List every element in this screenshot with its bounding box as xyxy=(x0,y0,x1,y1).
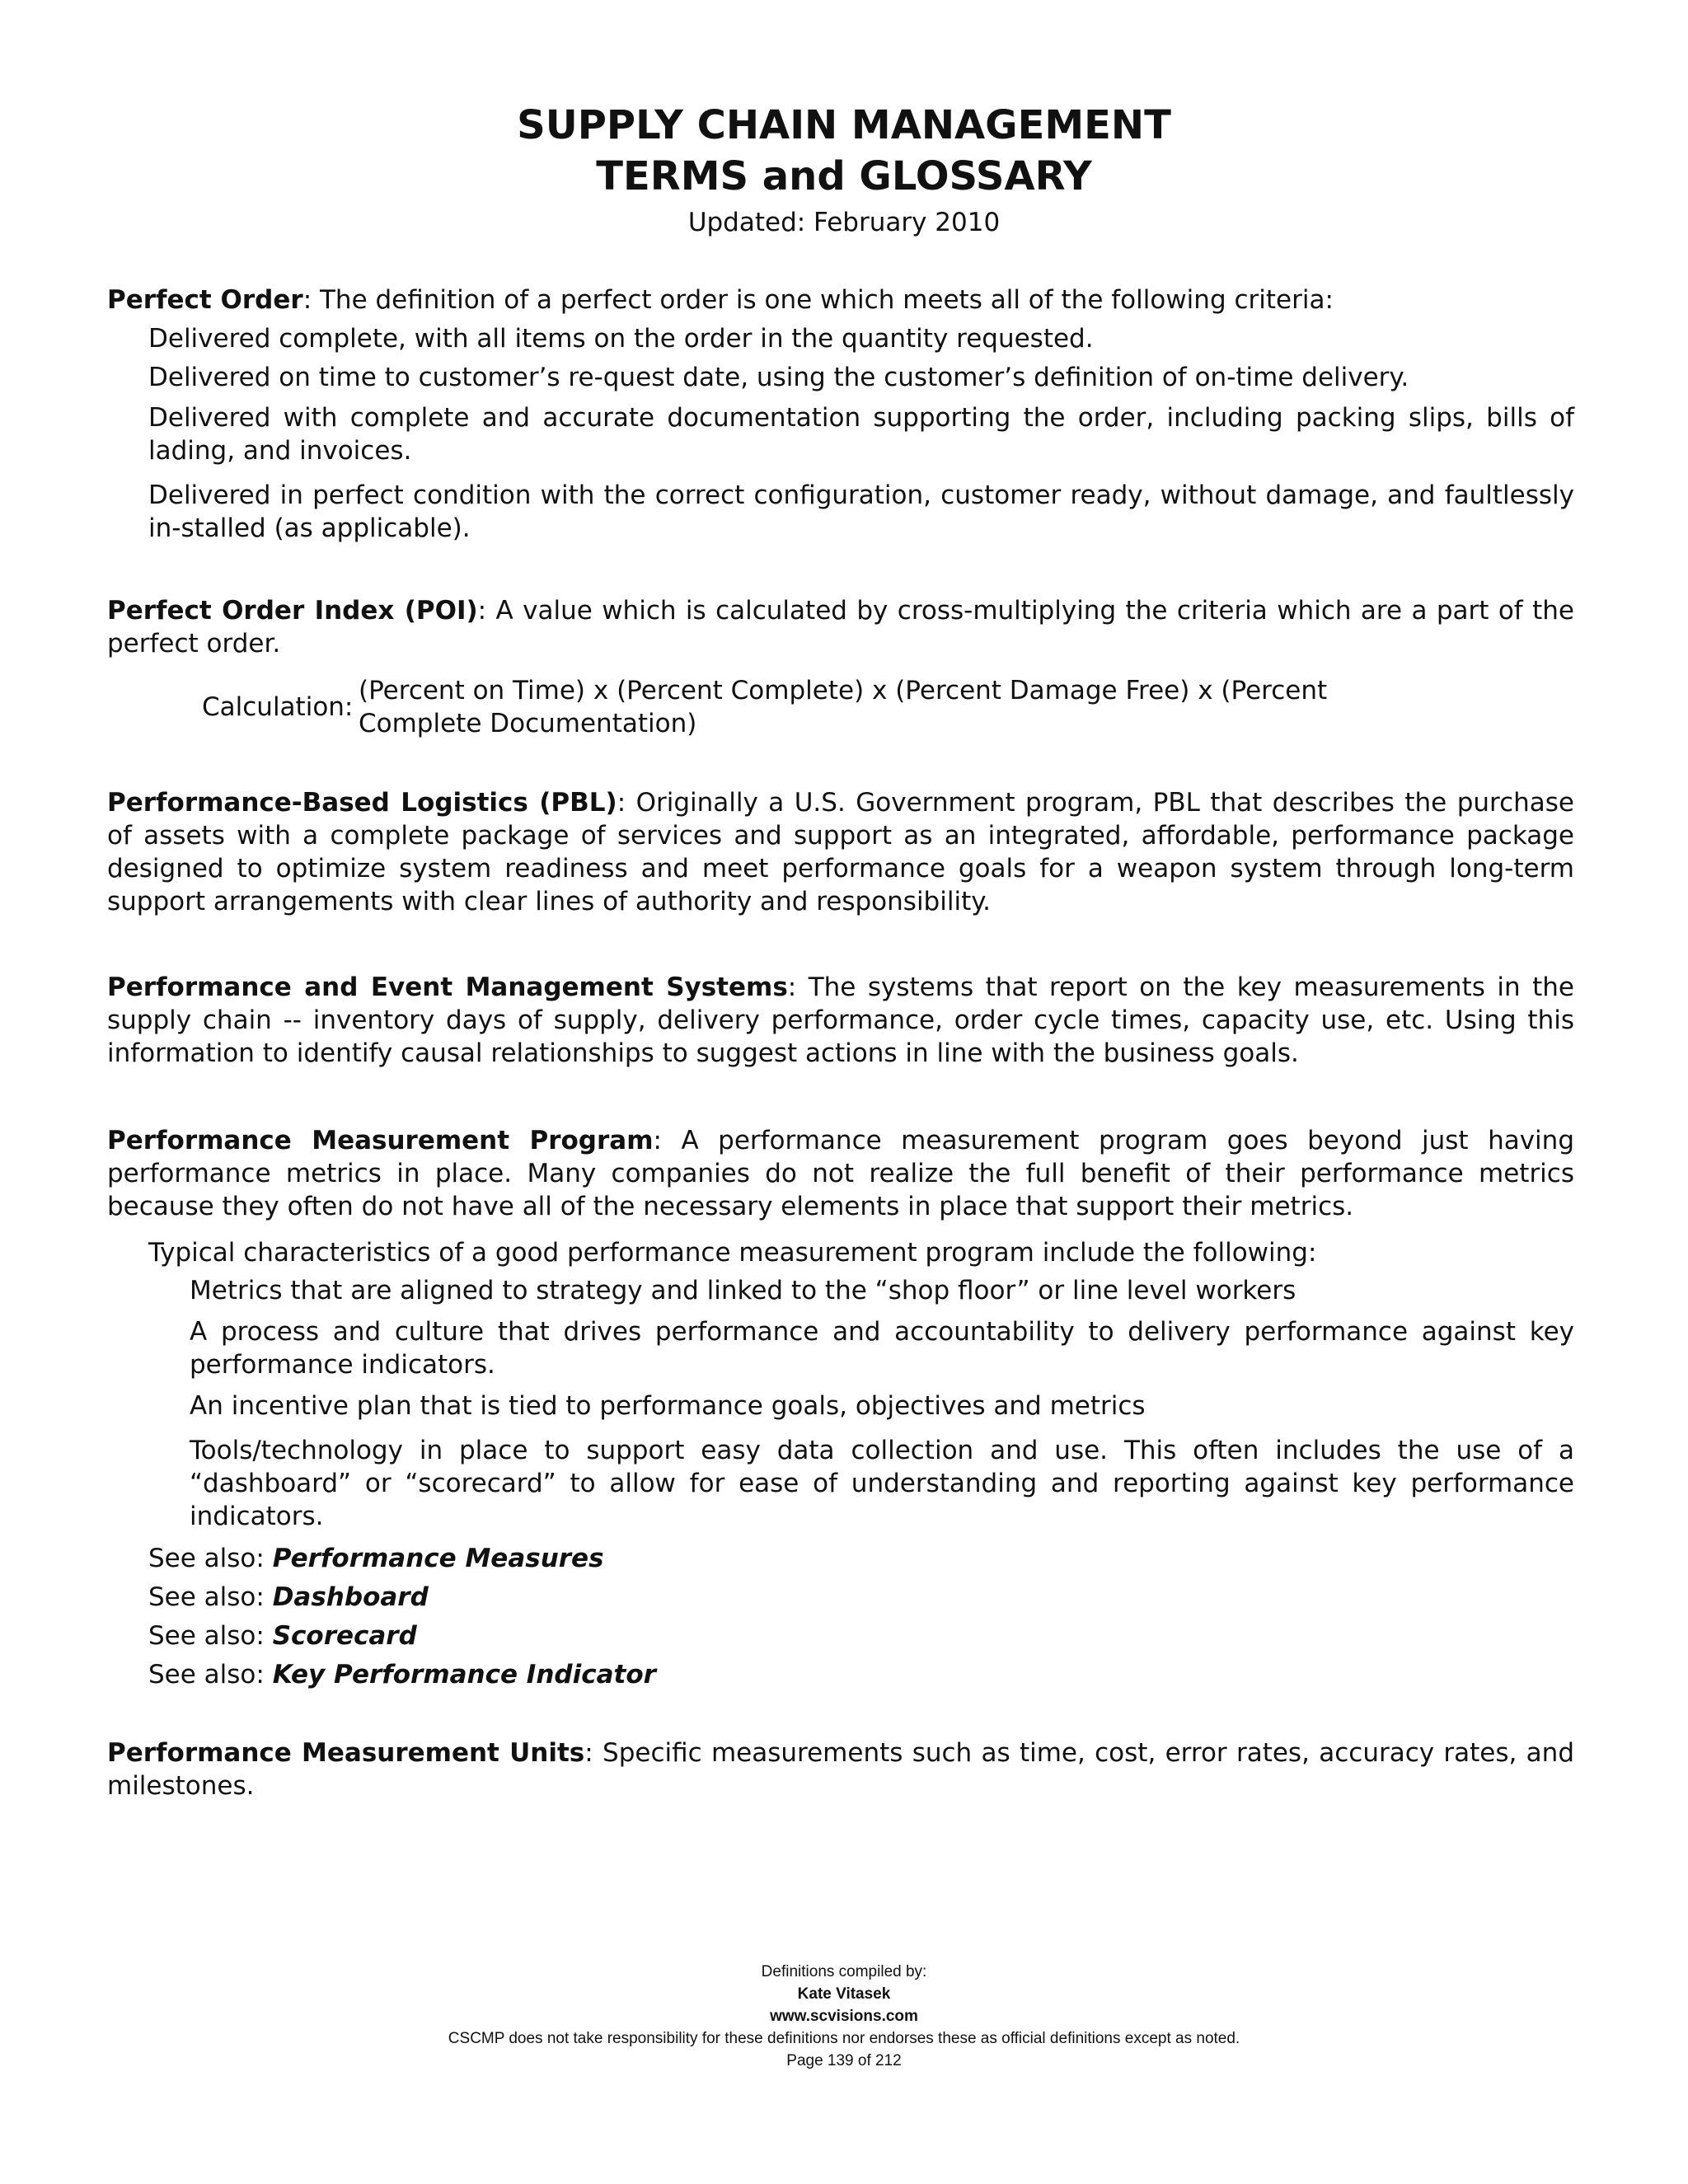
characteristic-item: An incentive plan that is tied to performance goals, objectives and metrics xyxy=(190,1391,1146,1421)
see-also-line xyxy=(148,1581,1574,1614)
criteria-item: Delivered in perfect condition with the correct configuration, customer ready, without damage, and faultlessly in-stalled (as applicable). xyxy=(148,480,1574,543)
updated-date: Updated: February 2010 xyxy=(687,208,1001,237)
entry-poi xyxy=(107,594,1574,660)
footer-website[interactable]: www.scvisions.com xyxy=(770,2008,918,2025)
footer-disclaimer: CSCMP does not take responsibility for these definitions nor endorses these as official definitions except as noted. xyxy=(448,2030,1240,2047)
document-title-line2: TERMS and GLOSSARY xyxy=(596,153,1092,199)
definition-pmu: : Specific measurements such as time, cost, error rates, accuracy rates, and milestones. xyxy=(107,1738,1574,1801)
footer-page-number: Page 139 of 212 xyxy=(786,2052,902,2069)
characteristic-item: Metrics that are aligned to strategy and linked to the “shop floor” or line level workers xyxy=(190,1276,1296,1305)
entry-pmp xyxy=(107,1124,1574,1223)
characteristic-item: A process and culture that drives performance and accountability to delivery performance against key performance indicators. xyxy=(190,1317,1574,1380)
see-also-prefix: See also: xyxy=(148,1582,273,1612)
see-also-prefix: See also: xyxy=(148,1544,273,1573)
footer-author: Kate Vitasek xyxy=(797,1985,891,2003)
calculation-formula: (Percent on Time) x (Percent Complete) x (Percent Damage Free) x (Percent Complete Documentation) xyxy=(359,676,1328,738)
see-also-link-key-performance-indicator[interactable]: Key Performance Indicator xyxy=(272,1660,656,1690)
see-also-link-scorecard[interactable]: Scorecard xyxy=(272,1621,417,1651)
see-also-prefix: See also: xyxy=(148,1660,273,1690)
see-also-link-dashboard[interactable]: Dashboard xyxy=(272,1582,429,1612)
see-also-line xyxy=(148,1658,1574,1691)
definition-pmp: : A performance measurement program goes beyond just having performance metrics in place. Many companies do not realize the full benefit of their performance metrics because they often do not have all of the necessary elements in place that support their metrics. xyxy=(107,1126,1574,1221)
entry-pmu xyxy=(107,1736,1574,1802)
footer-compiled-by: Definitions compiled by: xyxy=(761,1963,927,1980)
entry-pbl xyxy=(107,786,1574,918)
see-also-prefix: See also: xyxy=(148,1621,273,1651)
term-pbl: Performance-Based Logistics (PBL) xyxy=(107,788,617,818)
criteria-item: Delivered on time to customer’s re-quest date, using the customer’s definition of on-time delivery. xyxy=(148,363,1409,392)
document-title-line1: SUPPLY CHAIN MANAGEMENT xyxy=(517,102,1171,148)
criteria-item: Delivered complete, with all items on the order in the quantity requested. xyxy=(148,324,1094,354)
entry-perfect-order xyxy=(107,284,1574,316)
criteria-item: Delivered with complete and accurate documentation supporting the order, including packing slips, bills of lading, and invoices. xyxy=(148,403,1574,466)
see-also-link-performance-measures[interactable]: Performance Measures xyxy=(272,1544,604,1573)
term-pems: Performance and Event Management Systems xyxy=(107,972,788,1002)
characteristic-item: Tools/technology in place to support easy data collection and use. This often includes the use of a “dashboard” or “scorecard” to allow for ease of understanding and reporting against key performance indicators. xyxy=(190,1436,1574,1531)
poi-calculation xyxy=(202,674,1574,740)
term-pmu: Performance Measurement Units xyxy=(107,1738,585,1768)
definition-perfect-order: : The definition of a perfect order is one which meets all of the following criteria: xyxy=(302,285,1334,315)
term-poi: Perfect Order Index (POI) xyxy=(107,596,478,626)
calculation-label: Calculation: xyxy=(202,692,354,722)
definition-pems: : The systems that report on the key measurements in the supply chain -- inventory days of supply, delivery performance, order cycle times, capacity use, etc. Using this information to identify causal relationships to suggest actions in line with the business goals. xyxy=(107,972,1574,1068)
see-also-line xyxy=(148,1542,1574,1575)
definition-pbl: : Originally a U.S. Government program, PBL that describes the purchase of assets with a complete package of services and support as an integrated, affordable, performance package designed to optimize system readiness and meet performance goals for a weapon system through long-term support arrangements with clear lines of authority and responsibility. xyxy=(107,788,1575,916)
term-perfect-order: Perfect Order xyxy=(107,285,303,315)
see-also-line xyxy=(148,1619,1574,1652)
entry-pems xyxy=(107,971,1574,1070)
definition-poi: : A value which is calculated by cross-multiplying the criteria which are a part of the perfect order. xyxy=(107,596,1574,658)
term-pmp: Performance Measurement Program xyxy=(107,1126,654,1155)
characteristics-intro: Typical characteristics of a good performance measurement program include the following: xyxy=(148,1238,1317,1268)
